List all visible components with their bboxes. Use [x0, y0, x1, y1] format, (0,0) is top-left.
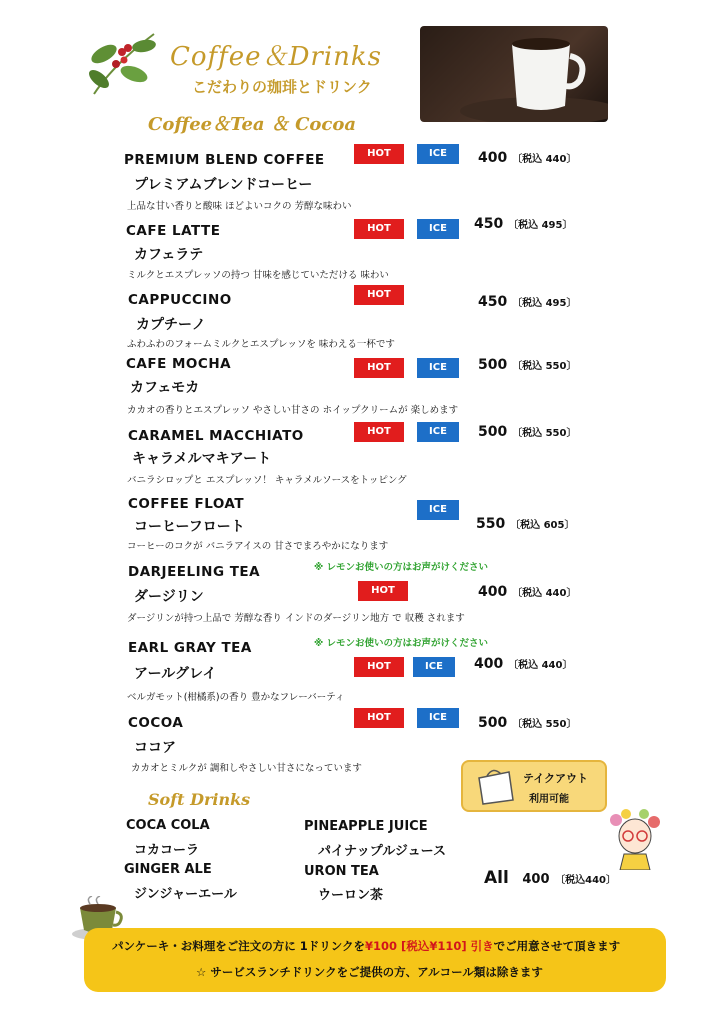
takeout-sub: 利用可能 — [529, 794, 569, 805]
item-desc: ベルガモット(柑橘系)の香り 豊かなフレーバーティ — [127, 692, 345, 703]
soft-drink-jp: パイナップルジュース — [318, 844, 446, 859]
item-name-en: CAFE MOCHA — [126, 356, 232, 372]
hot-badge: HOT — [354, 285, 404, 305]
hot-badge: HOT — [354, 422, 404, 442]
item-price: 400 〔税込 440〕 — [478, 584, 577, 600]
takeout-label: テイクアウト — [523, 772, 589, 785]
footer-line-2: ☆ サービスランチドリンクをご提供の方、アルコール類は除きます — [196, 965, 543, 979]
item-price: 450 〔税込 495〕 — [474, 216, 573, 232]
footer-notice — [84, 928, 666, 992]
item-name-jp: カフェモカ — [130, 380, 200, 396]
item-price: 500 〔税込 550〕 — [478, 357, 577, 373]
soft-drink-jp: ウーロン茶 — [318, 888, 384, 903]
item-desc: ダージリンが持つ上品で 芳醇な香り インドのダージリン地方 で 収穫 されます — [127, 613, 465, 624]
section-title-soft: Soft Drinks — [148, 790, 251, 809]
item-name-en: CARAMEL MACCHIATO — [128, 428, 304, 444]
ice-badge: ICE — [417, 144, 459, 164]
takeout-badge — [461, 760, 607, 812]
item-name-jp: カフェラテ — [134, 247, 204, 263]
ice-badge: ICE — [417, 708, 459, 728]
soft-drink-en: PINEAPPLE JUICE — [304, 819, 428, 834]
hot-badge: HOT — [354, 657, 404, 677]
item-desc: コーヒーのコクが バニラアイスの 甘さでまろやかになります — [127, 541, 389, 552]
item-name-en: CAPPUCCINO — [128, 292, 232, 308]
page-title: Coffee＆Drinks — [170, 42, 382, 72]
item-name-en: PREMIUM BLEND COFFEE — [124, 152, 325, 168]
hot-badge: HOT — [354, 358, 404, 378]
item-desc: カカオとミルクが 調和しやさしい甘さになっています — [131, 763, 362, 774]
soft-drink-en: URON TEA — [304, 864, 379, 879]
item-name-jp: キャラメルマキアート — [132, 451, 272, 467]
item-name-jp: プレミアムブレンドコーヒー — [134, 177, 313, 193]
coffee-cup-photo — [420, 26, 608, 122]
item-desc: バニラシロップと エスプレッソ！ キャラメルソースをトッピング — [127, 475, 407, 486]
item-name-en: DARJEELING TEA — [128, 564, 261, 580]
soft-drink-jp: ジンジャーエール — [134, 887, 237, 902]
item-price: 500 〔税込 550〕 — [478, 715, 577, 731]
soft-drink-jp: コカコーラ — [134, 843, 200, 858]
ice-badge: ICE — [417, 500, 459, 520]
item-name-en: EARL GRAY TEA — [128, 640, 252, 656]
soft-drink-en: GINGER ALE — [124, 862, 212, 877]
hot-badge: HOT — [358, 581, 408, 601]
item-name-jp: ココア — [134, 740, 176, 756]
item-desc: ミルクとエスプレッソの持つ 甘味を感じていただける 味わい — [127, 270, 389, 281]
ice-badge: ICE — [417, 358, 459, 378]
item-name-en: COCOA — [128, 715, 184, 731]
page-subtitle: こだわりの珈琲とドリンク — [192, 78, 372, 96]
item-name-jp: カプチーノ — [136, 317, 206, 333]
ice-badge: ICE — [417, 422, 459, 442]
lemon-note: ※ レモンお使いの方はお声がけください — [314, 562, 489, 573]
hot-badge: HOT — [354, 219, 404, 239]
hot-badge: HOT — [354, 144, 404, 164]
lemon-note: ※ レモンお使いの方はお声がけください — [314, 638, 489, 649]
ice-badge: ICE — [417, 219, 459, 239]
takeout-bag-icon — [473, 766, 517, 806]
item-name-en: COFFEE FLOAT — [128, 496, 245, 512]
coffee-plant-illustration — [84, 24, 162, 100]
item-desc: カカオの香りとエスプレッソ やさしい甘さの ホイップクリームが 楽しめます — [127, 405, 459, 416]
item-name-jp: コーヒーフロート — [134, 519, 245, 535]
ice-badge: ICE — [413, 657, 455, 677]
item-price: 400 〔税込 440〕 — [474, 656, 573, 672]
item-price: 400 〔税込 440〕 — [478, 150, 577, 166]
section-title-coffee: Coffee＆Tea ＆ Cocoa — [148, 114, 357, 135]
item-price: 450 〔税込 495〕 — [478, 294, 577, 310]
hot-badge: HOT — [354, 708, 404, 728]
girl-illustration — [604, 808, 666, 870]
item-desc: 上品な甘い香りと酸味 ほどよいコクの 芳醇な味わい — [127, 201, 352, 212]
item-name-jp: アールグレイ — [134, 666, 217, 682]
soft-drink-price: All 400 〔税込440〕 — [484, 868, 616, 888]
item-name-jp: ダージリン — [134, 589, 204, 605]
footer-line-1: パンケーキ・お料理をご注文の方に 1ドリンクを¥100 [税込¥110] 引きでご用意させて頂きます — [112, 939, 621, 953]
soft-drink-en: COCA COLA — [126, 818, 210, 833]
item-price: 550 〔税込 605〕 — [476, 516, 575, 532]
item-name-en: CAFE LATTE — [126, 223, 221, 239]
item-desc: ふわふわのフォームミルクとエスプレッソを 味わえる一杯です — [127, 339, 395, 350]
item-price: 500 〔税込 550〕 — [478, 424, 577, 440]
